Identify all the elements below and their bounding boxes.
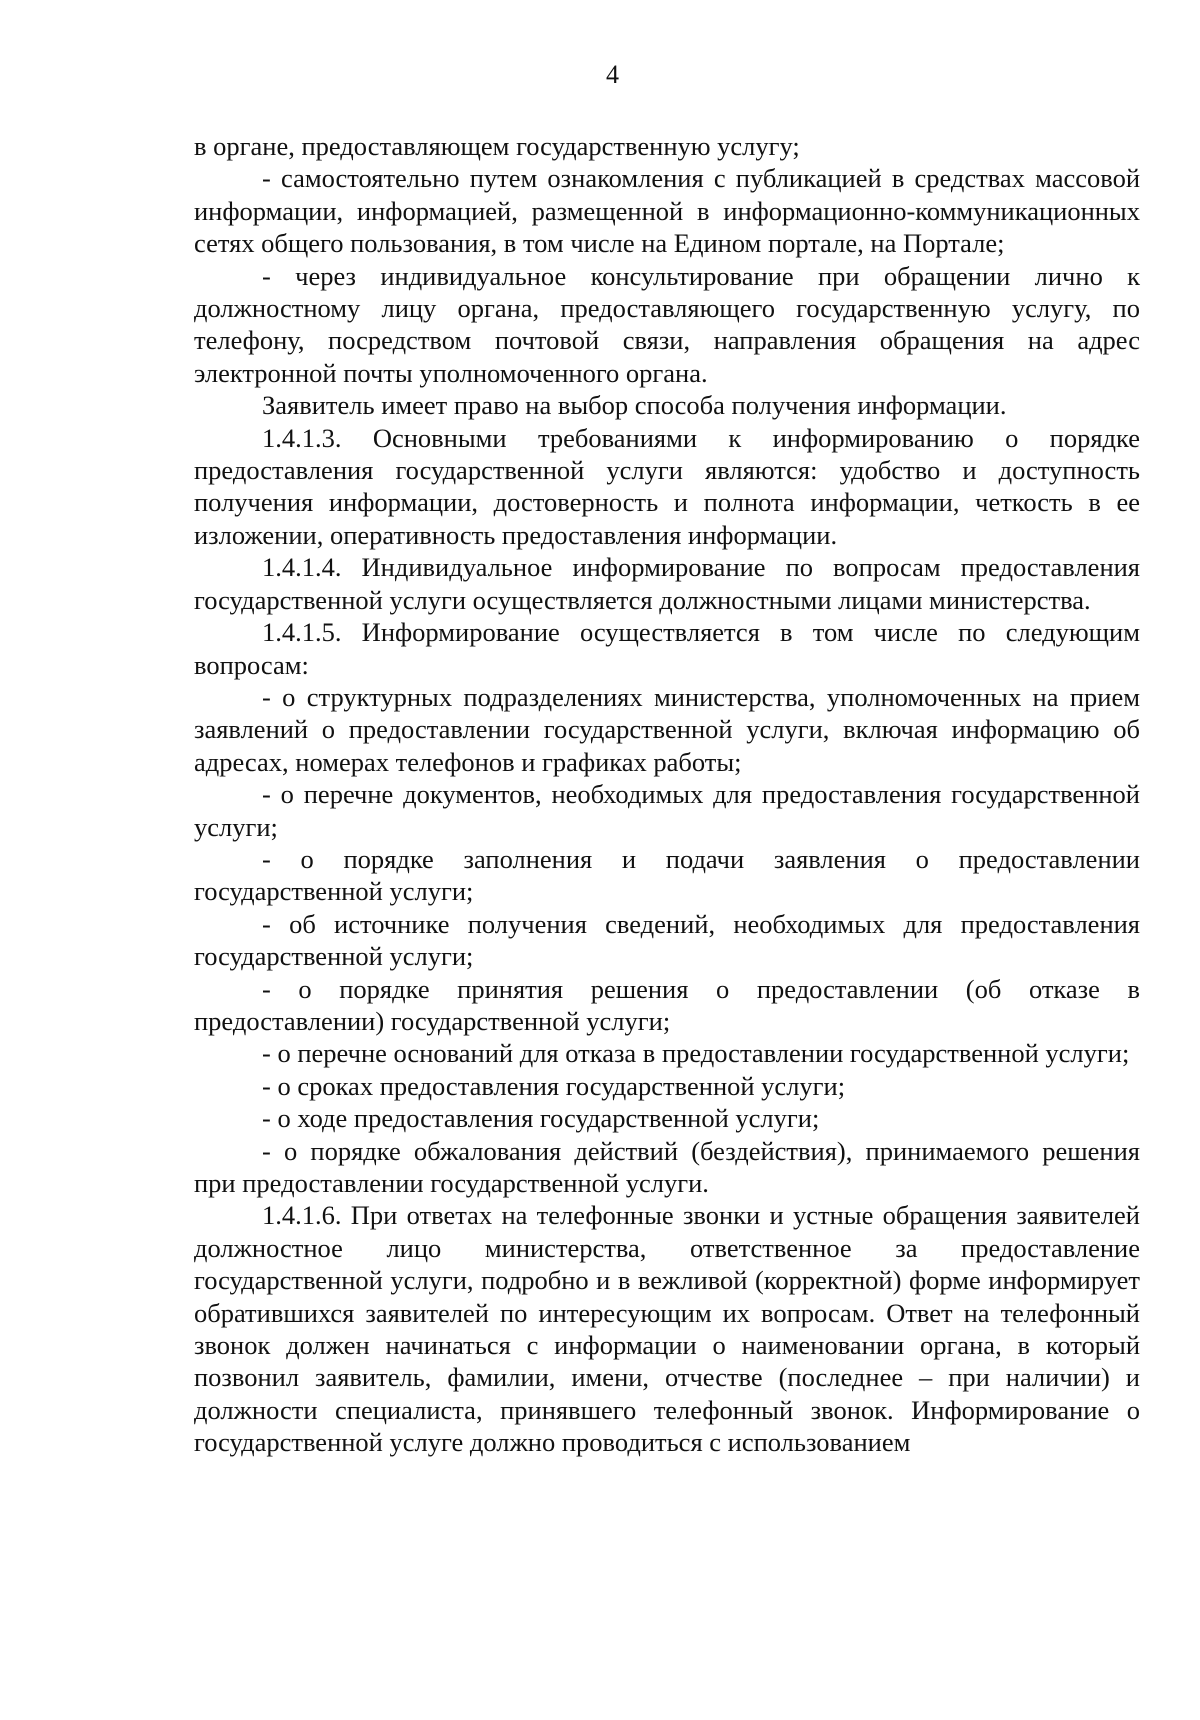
list-item-service-progress: - о ходе предоставления государственной услуги; (262, 1103, 820, 1134)
list-item-refusal-grounds: - о перечне оснований для отказа в предоставлении государственной услуги; (262, 1038, 1130, 1069)
continuation-line: в органе, предоставляющем государственную услугу; (194, 131, 800, 161)
list-item-service-terms: - о сроках предоставления государственной услуги; (262, 1070, 846, 1101)
list-item-decision-procedure: - о порядке принятия решения о предоставлении (об отказе в предоставлении) государственной услуги; (194, 973, 1140, 1036)
clause-1-4-1-6: 1.4.1.6. При ответах на телефонные звонки и устные обращения заявителей должностное лицо министерства, ответственное за предоставление государственной услуги, подробно и в вежливой (корректной) форме информирует обратившихся заявителей по интересующим их вопросам. Ответ на телефонный звонок должен начинаться с информации о наименовании органа, в который позвонил заявитель, фамилии, имени, отчестве (последнее – при наличии) и должности специалиста, принявшего телефонный звонок. Информирование о государственной услуге должно проводиться с использованием (194, 1200, 1140, 1458)
clause-1-4-1-3: 1.4.1.3. Основными требованиями к информированию о порядке предоставления государственной услуги являются: удобство и доступность получения информации, достоверность и полнота информации, четкость в ее изложении, оперативность предоставления информации. (194, 422, 1140, 550)
clause-1-4-1-5: 1.4.1.5. Информирование осуществляется в том числе по следующим вопросам: (194, 617, 1140, 680)
list-item-application-procedure: - о порядке заполнения и подачи заявления о предоставлении государственной услуги; (194, 843, 1140, 907)
list-item-appeal-procedure: - о порядке обжалования действий (бездействия), принимаемого решения при предоставлении государственной услуги. (194, 1135, 1140, 1198)
paragraph-applicant-right: Заявитель имеет право на выбор способа получения информации. (262, 390, 1007, 421)
list-item-structural-units: - о структурных подразделениях министерства, уполномоченных на прием заявлений о предоставлении государственной услуги, включая информацию об адресах, номерах телефонов и графиках работы; (194, 681, 1140, 777)
list-item-information-source: - об источнике получения сведений, необходимых для предоставления государственной услуги; (194, 908, 1140, 972)
document-body (194, 130, 1140, 1459)
clause-1-4-1-4: 1.4.1.4. Индивидуальное информирование по вопросам предоставления государственной услуги осуществляется должностными лицами министерства. (194, 552, 1140, 615)
list-item-self-study: - самостоятельно путем ознакомления с публикацией в средствах массовой информации, информацией, размещенной в информационно-коммуникационных сетях общего пользования, в том числе на Едином портале, на Портале; (194, 163, 1140, 259)
list-item-individual-consulting: - через индивидуальное консультирование при обращении лично к должностному лицу органа, предоставляющего государственную услугу, по телефону, посредством почтовой связи, направления обращения на адрес электронной почты уполномоченного органа. (194, 260, 1140, 388)
list-item-documents-list: - о перечне документов, необходимых для предоставления государственной услуги; (194, 779, 1140, 842)
page-number: 4 (606, 60, 619, 89)
